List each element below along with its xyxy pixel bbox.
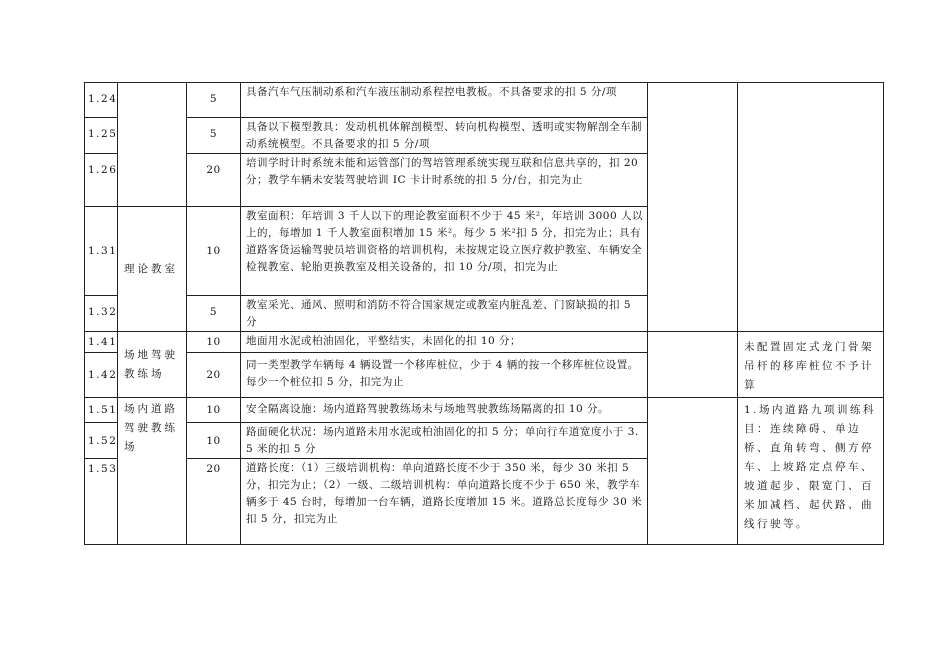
item-number: 1.53	[85, 459, 118, 545]
item-number: 1.26	[85, 154, 118, 207]
blank-column-cell	[648, 332, 738, 398]
description-text: 培训学时计时系统未能和运管部门的驾培管理系统实现互联和信息共享的，扣 20 分；教学车辆未安装驾驶培训 IC 卡计时系统的扣 5 分/台，扣完为止	[246, 157, 639, 186]
score-cell: 10	[187, 398, 241, 423]
description-cell	[241, 118, 648, 154]
score-cell: 5	[187, 83, 241, 118]
category-label: 理论教室	[118, 207, 187, 332]
description-text: 安全隔离设施：场内道路驾驶教练场未与场地驾驶教练场隔离的扣 10 分。	[246, 403, 610, 415]
score-cell: 5	[187, 296, 241, 332]
blank-column-cell	[648, 83, 738, 332]
score-cell: 10	[187, 332, 241, 353]
description-cell	[241, 83, 648, 118]
score-cell: 20	[187, 353, 241, 398]
description-text: 地面用水泥或柏油固化，平整结实，未固化的扣 10 分；	[246, 335, 522, 347]
description-text: 同一类型教学车辆每 4 辆设置一个移库桩位，少于 4 辆的按一个移库桩位设置。每少一个桩位扣 5 分，扣完为止	[246, 359, 639, 388]
item-number: 1.24	[85, 83, 118, 118]
note-cell: 1.场内道路九项训练科目：连续障碍、单边桥、直角转弯、侧方停车、上坡路定点停车、坡道起步、限宽门、百米加减档、起伏路、曲线行驶等。	[738, 398, 884, 545]
blank-column-cell	[648, 398, 738, 545]
category-label: 场地驾驶教练场	[118, 332, 187, 398]
description-text: 具备汽车气压制动系和汽车液压制动系程控电教板。不具备要求的扣 5 分/项	[246, 86, 617, 98]
description-cell	[241, 154, 648, 207]
description-text: 具备以下模型教具：发动机机体解剖模型、转向机构模型、透明或实物解剖全车制动系统模型。不具备要求的扣 5 分/项	[246, 121, 642, 150]
description-text: 路面硬化状况：场内道路未用水泥或柏油固化的扣 5 分；单向行车道宽度小于 3.5 米的扣 5 分	[246, 426, 639, 455]
description-cell	[241, 332, 648, 353]
item-number: 1.32	[85, 296, 118, 332]
category-label: 场内道路驾驶教练场	[118, 398, 187, 545]
category-cell-empty	[118, 83, 187, 207]
description-cell	[241, 296, 648, 332]
note-cell: 未配置固定式龙门骨架吊杆的移库桩位不予计算	[738, 332, 884, 398]
score-cell: 10	[187, 207, 241, 296]
item-number: 1.25	[85, 118, 118, 154]
score-cell: 5	[187, 118, 241, 154]
table-row	[85, 332, 884, 353]
description-cell	[241, 423, 648, 459]
table-row	[85, 83, 884, 118]
description-cell	[241, 398, 648, 423]
inspection-criteria-table	[84, 82, 884, 545]
score-cell: 10	[187, 423, 241, 459]
score-cell: 20	[187, 459, 241, 545]
item-number: 1.42	[85, 353, 118, 398]
table-row	[85, 398, 884, 423]
description-text: 教室采光、通风、照明和消防不符合国家规定或教室内脏乱差、门窗缺损的扣 5 分	[246, 299, 632, 328]
description-cell	[241, 459, 648, 545]
description-text: 道路长度：（1）三级培训机构：单向道路长度不少于 350 米，每少 30 米扣 5 分，扣完为止；（2）一级、二级培训机构：单向道路长度不少于 650 米，教学车辆多于 45 台时，每增加一台车辆，道路长度增加 15 米。道路总长度每少 30 米扣 5 分，扣完为止	[246, 462, 643, 525]
item-number: 1.41	[85, 332, 118, 353]
item-number: 1.51	[85, 398, 118, 423]
item-number: 1.52	[85, 423, 118, 459]
score-cell: 20	[187, 154, 241, 207]
description-cell	[241, 353, 648, 398]
description-cell	[241, 207, 648, 296]
description-text: 教室面积：年培训 3 千人以下的理论教室面积不少于 45 米²，年培训 3000 人以上的，每增加 1 千人教室面积增加 15 米²。每少 5 米²扣 5 分，扣完为止；具有道路客货运输驾驶员培训资格的培训机构，未按规定设立医疗救护教室、车辆安全检视教室、轮胎更换教室及相关设备的，扣 10 分/项，扣完为止	[246, 210, 643, 273]
notes-cell-empty	[738, 83, 884, 332]
item-number: 1.31	[85, 207, 118, 296]
